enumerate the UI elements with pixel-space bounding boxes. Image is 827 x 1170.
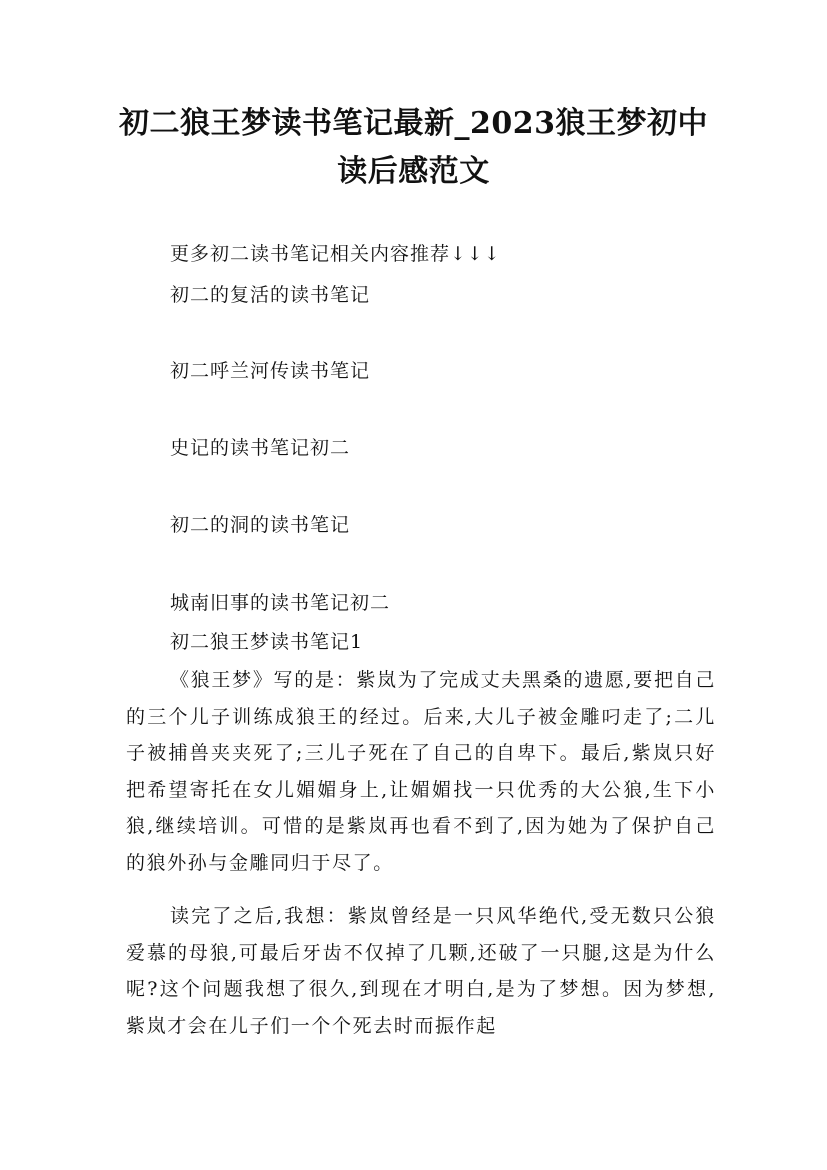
paragraph-1: 《狼王梦》写的是：紫岚为了完成丈夫黑桑的遗愿,要把自己的三个儿子训练成狼王的经过。后来,大儿子被金雕叼走了;二儿子被捕兽夹夹死了;三儿子死在了自己的自卑下。最后,紫岚只好把希望寄托在女儿媚媚身上,让媚媚找一只优秀的大公狼,生下小狼,继续培训。可惜的是紫岚再也看不到了,因为她为了保护自己的狼外孙与金雕同归于尽了。 <box>126 669 716 874</box>
document-title <box>90 100 737 196</box>
recommend-link-chengnan[interactable]: 城南旧事的读书笔记初二 <box>170 592 391 614</box>
recommend-link-shiji[interactable]: 史记的读书笔记初二 <box>170 437 351 459</box>
title-line-1: 初二狼王梦读书笔记最新_2023狼王梦初中 <box>119 106 708 141</box>
recommend-link-dong[interactable]: 初二的洞的读书笔记 <box>170 514 351 536</box>
title-line-2: 读后感范文 <box>337 154 490 189</box>
recommend-link-hulanhe[interactable]: 初二呼兰河传读书笔记 <box>170 360 371 382</box>
paragraph-2: 读完了之后,我想：紫岚曾经是一只风华绝代,受无数只公狼爱慕的母狼,可最后牙齿不仅掉了几颗,还破了一只腿,这是为什么呢?这个问题我想了很久,到现在才明白,是为了梦想。因为梦想,紫岚才会在儿子们一个个死去时而振作起 <box>126 905 716 1037</box>
section-heading: 初二狼王梦读书笔记1 <box>170 631 364 653</box>
recommend-header: 更多初二读书笔记相关内容推荐↓↓↓ <box>170 243 501 265</box>
recommend-link-fuhuo[interactable]: 初二的复活的读书笔记 <box>170 284 371 306</box>
